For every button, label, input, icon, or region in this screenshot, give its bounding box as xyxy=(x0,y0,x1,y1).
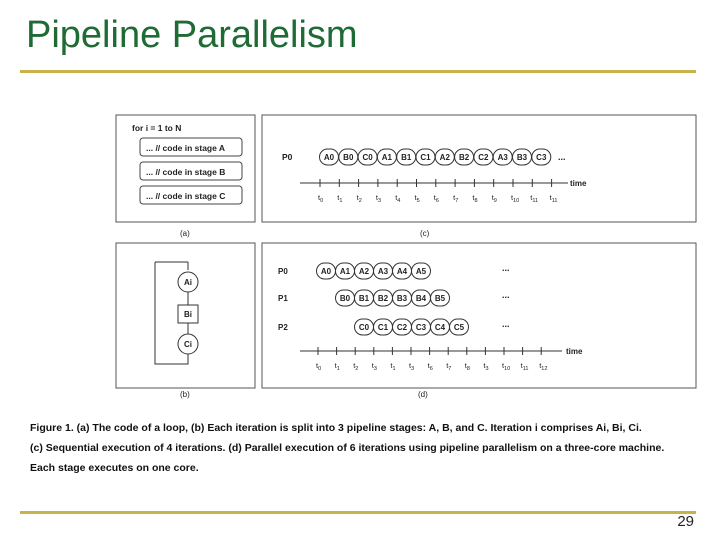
panel-d-cell-2-4 xyxy=(431,319,450,335)
panel-c-label: (c) xyxy=(420,229,430,238)
panel-c-tick-label-0: $t_0$ xyxy=(318,193,324,204)
panel-d-cell-2-1 xyxy=(374,319,393,335)
panel-c-cell-11 xyxy=(532,149,551,165)
panel-c-ellipsis: ... xyxy=(558,152,566,162)
panel-d-cell-2-2 xyxy=(393,319,412,335)
panel-d-ellipsis-2: ... xyxy=(502,319,510,329)
panel-c-cell-10-label: B3 xyxy=(516,153,528,162)
panel-d-tick-label-12: $t_{12}$ xyxy=(539,361,548,372)
panel-c-cell-9 xyxy=(493,149,512,165)
panel-d-cell-0-3 xyxy=(374,263,393,279)
panel-d-cell-1-2 xyxy=(374,290,393,306)
panel-a-label: (a) xyxy=(180,229,190,238)
panel-d-cell-0-3-label: A3 xyxy=(377,267,389,276)
panel-c-cell-11-label: C3 xyxy=(536,153,547,162)
panel-d-cell-1-4-label: B4 xyxy=(415,294,427,303)
node-ai-label: Ai xyxy=(184,278,192,287)
panel-c-cell-10 xyxy=(513,149,532,165)
panel-d-processor-1: P1 xyxy=(278,294,288,303)
panel-c-tick-label-6: $t_6$ xyxy=(433,193,439,204)
panel-d-cell-1-5 xyxy=(431,290,450,306)
panel-c-tick-label-9: $t_9$ xyxy=(491,193,497,204)
panel-c-cell-4-label: B1 xyxy=(401,153,412,162)
panel-c-cell-8-label: C2 xyxy=(478,153,489,162)
panel-c-cell-8 xyxy=(474,149,493,165)
panel-d-ellipsis-1: ... xyxy=(502,290,510,300)
panel-c-cell-3 xyxy=(377,149,396,165)
panel-c-time-label: time xyxy=(570,179,587,188)
stage-box-c xyxy=(140,186,242,204)
caption-line-1: Figure 1. (a) The code of a loop, (b) Each iteration is split into 3 pipeline stages: A, B, and C. Iteration i comprises Ai, Bi, Ci. xyxy=(30,422,642,434)
panel-c-processor: P0 xyxy=(282,152,293,162)
panel-c-cell-6-label: A2 xyxy=(439,153,450,162)
panel-c-cell-7 xyxy=(455,149,474,165)
slide-title: Pipeline Parallelism xyxy=(26,14,358,56)
caption-line-2: (c) Sequential execution of 4 iterations. (d) Parallel execution of 6 iterations using pipeline parallelism on a three-core machine. xyxy=(30,442,665,454)
panel-c-cell-4 xyxy=(397,149,416,165)
panel-d-cell-0-2 xyxy=(355,263,374,279)
panel-d-cell-1-0 xyxy=(336,290,355,306)
panel-d-tick-label-7: $t_7$ xyxy=(446,361,452,372)
panel-d-time-label: time xyxy=(566,347,583,356)
panel-d-cell-2-3-label: C3 xyxy=(415,323,427,332)
panel-d-cell-0-0-label: A0 xyxy=(320,267,332,276)
panel-c-cell-5-label: C1 xyxy=(420,153,431,162)
panel-d-cell-0-5-label: A5 xyxy=(415,267,427,276)
panel-d-cell-0-4 xyxy=(393,263,412,279)
panel-c-tick-label-11: $t_{11}$ xyxy=(530,193,539,204)
panel-c-cell-2 xyxy=(358,149,377,165)
stage-c-code: ... // code in stage C xyxy=(146,191,226,201)
panel-c-tick-label-8: $t_8$ xyxy=(472,193,478,204)
panel-d-tick-label-4: $t_1$ xyxy=(390,361,396,372)
panel-d-cell-1-1 xyxy=(355,290,374,306)
panel-b-label: (b) xyxy=(180,390,190,399)
node-ci-label: Ci xyxy=(184,340,192,349)
panel-d-tick-label-8: $t_8$ xyxy=(464,361,470,372)
panel-d-tick-label-10: $t_{10}$ xyxy=(502,361,511,372)
panel-d-tick-label-2: $t_2$ xyxy=(353,361,359,372)
panel-c-cell-0 xyxy=(320,149,339,165)
panel-c-tick-label-3: $t_3$ xyxy=(375,193,382,204)
panel-d-processor-0: P0 xyxy=(278,267,288,276)
panel-d-cell-2-5-label: C5 xyxy=(453,323,465,332)
panel-d-tick-label-5: $t_3$ xyxy=(409,361,415,372)
panel-d-cell-2-0-label: C0 xyxy=(358,323,370,332)
stage-box-a xyxy=(140,138,242,156)
panel-d-cell-2-1-label: C1 xyxy=(377,323,389,332)
panel-d-cell-2-2-label: C2 xyxy=(396,323,408,332)
panel-d-cell-2-5 xyxy=(450,319,469,335)
panel-c-cell-1-label: B0 xyxy=(343,153,354,162)
panel-d-cell-1-4 xyxy=(412,290,431,306)
panel-d-cell-2-0 xyxy=(355,319,374,335)
loop-header: for i = 1 to N xyxy=(132,123,182,133)
panel-d-tick-label-0: $t_0$ xyxy=(316,361,322,372)
panel-c-tick-label-10: $t_{10}$ xyxy=(511,193,520,204)
panel-d-cell-0-1 xyxy=(336,263,355,279)
panel-d-cell-0-1-label: A1 xyxy=(339,267,351,276)
panel-d-cell-1-0-label: B0 xyxy=(339,294,351,303)
caption-line-3: Each stage executes on one core. xyxy=(30,462,199,474)
panel-c-cell-6 xyxy=(435,149,454,165)
stage-b-code: ... // code in stage B xyxy=(146,167,226,177)
node-bi-label: Bi xyxy=(184,310,192,319)
panel-d-cell-1-2-label: B2 xyxy=(377,294,389,303)
page-number: 29 xyxy=(677,513,694,530)
panel-d-label: (d) xyxy=(418,390,428,399)
panel-c-frame xyxy=(262,115,696,222)
panel-d-processor-2: P2 xyxy=(278,323,288,332)
panel-c-tick-label-5: $t_5$ xyxy=(414,193,420,204)
figure-caption xyxy=(30,418,700,478)
panel-d-cell-1-1-label: B1 xyxy=(358,294,370,303)
panel-c-tick-label-12: $t_{11}$ xyxy=(549,193,558,204)
panel-d-cell-0-2-label: A2 xyxy=(358,267,370,276)
panel-c-cell-7-label: B2 xyxy=(458,153,470,162)
panel-c-tick-label-1: $t_1$ xyxy=(337,193,343,204)
panel-d-tick-label-11: $t_{11}$ xyxy=(520,361,529,372)
panel-d-tick-label-9: $t_3$ xyxy=(483,361,489,372)
panel-c-tick-label-7: $t_7$ xyxy=(453,193,459,204)
panel-d-tick-label-6: $t_6$ xyxy=(427,361,433,372)
panel-d-tick-label-1: $t_1$ xyxy=(334,361,340,372)
panel-d-cell-1-3 xyxy=(393,290,412,306)
panel-c-cell-9-label: A3 xyxy=(497,153,508,162)
panel-c-cell-2-label: C0 xyxy=(362,153,373,162)
panel-c-cell-5 xyxy=(416,149,435,165)
stage-a-code: ... // code in stage A xyxy=(146,143,226,153)
panel-d-cell-1-5-label: B5 xyxy=(434,294,446,303)
panel-c-cell-0-label: A0 xyxy=(323,153,335,162)
panel-d-cell-0-0 xyxy=(317,263,336,279)
panel-d-cell-0-5 xyxy=(412,263,431,279)
panel-c-tick-label-2: $t_2$ xyxy=(356,193,362,204)
panel-c-cell-3-label: A1 xyxy=(381,153,393,162)
panel-d-cell-2-3 xyxy=(412,319,431,335)
footer-divider xyxy=(20,511,696,514)
panel-c-tick-label-4: $t_4$ xyxy=(395,193,401,204)
panel-d-cell-0-4-label: A4 xyxy=(396,267,408,276)
panel-c-cell-1 xyxy=(339,149,358,165)
panel-d-cell-1-3-label: B3 xyxy=(396,294,408,303)
panel-d-cell-2-4-label: C4 xyxy=(434,323,446,332)
stage-box-b xyxy=(140,162,242,180)
panel-d-ellipsis-0: ... xyxy=(502,263,510,273)
panel-d-tick-label-3: $t_3$ xyxy=(371,361,377,372)
